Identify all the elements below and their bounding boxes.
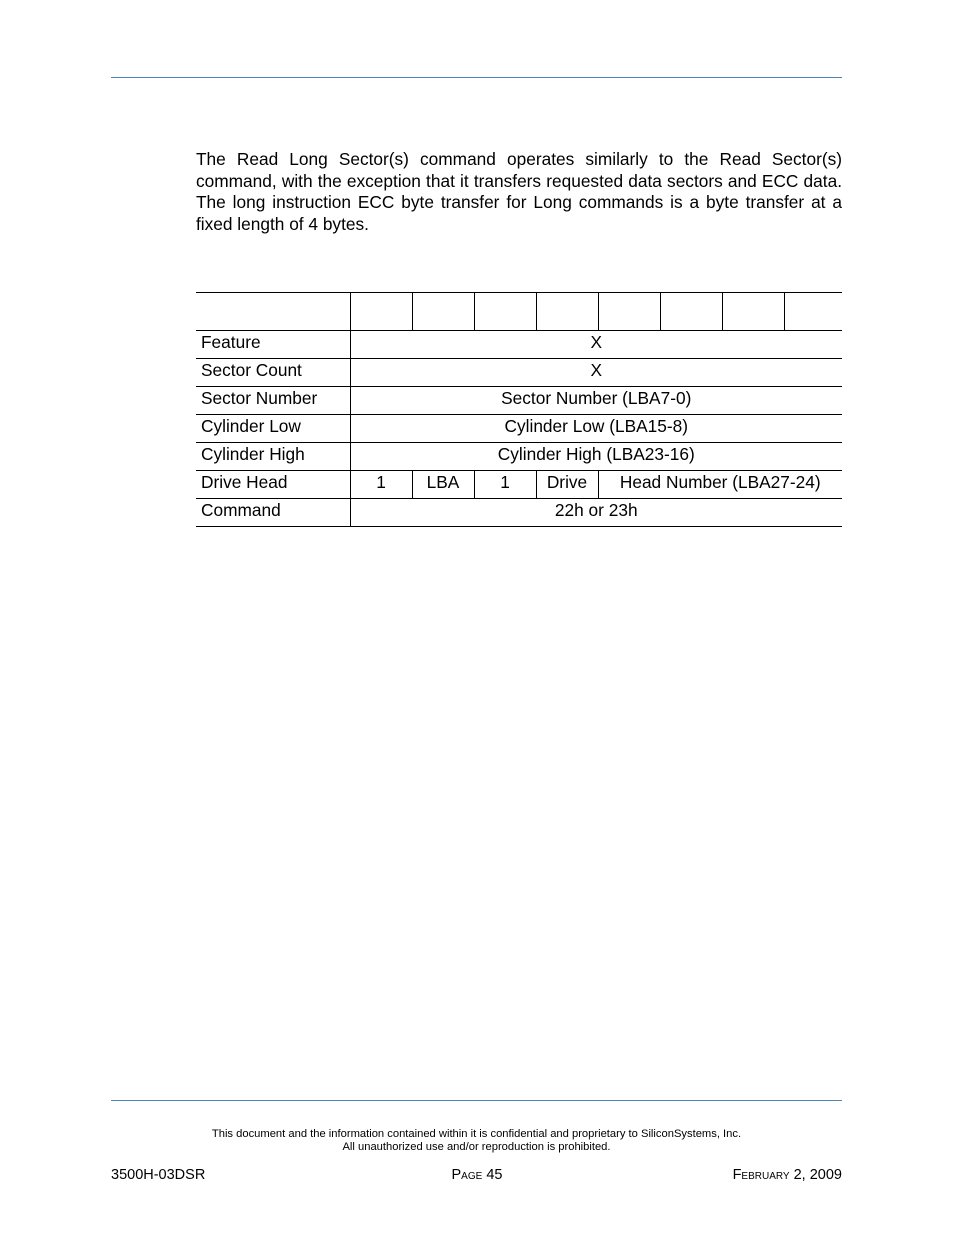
table-row <box>196 443 842 471</box>
header-cell <box>196 293 350 331</box>
footer-rule <box>111 1100 842 1101</box>
row-label: Command <box>196 499 350 527</box>
row-label: Cylinder Low <box>196 415 350 443</box>
header-cell <box>722 293 784 331</box>
description-paragraph: The Read Long Sector(s) command operates similarly to the Read Sector(s) command, with the exception that it transfers requested data sectors and ECC data. The long instruction ECC byte transfer for Long commands is a byte transfer at a fixed length of 4 bytes. <box>196 149 842 234</box>
table-header-row <box>196 293 842 331</box>
reproduction-notice: All unauthorized use and/or reproduction is prohibited. <box>342 1141 611 1153</box>
header-cell <box>660 293 722 331</box>
bit6-cell: LBA <box>412 471 474 499</box>
register-table <box>196 292 842 527</box>
head-number-cell: Head Number (LBA27-24) <box>598 471 842 499</box>
header-cell <box>784 293 842 331</box>
table-row <box>196 471 842 499</box>
document-number: 3500H-03DSR <box>111 1167 206 1183</box>
bit7-cell: 1 <box>350 471 412 499</box>
header-cell <box>350 293 412 331</box>
table-row <box>196 359 842 387</box>
row-value: Cylinder High (LBA23-16) <box>350 443 842 471</box>
table-row <box>196 387 842 415</box>
confidentiality-notice: This document and the information contained within it is confidential and proprietary to SiliconSystems, Inc. <box>211 1128 742 1140</box>
row-label: Sector Number <box>196 387 350 415</box>
header-cell <box>598 293 660 331</box>
row-label: Drive Head <box>196 471 350 499</box>
page-number: Page 45 <box>451 1167 503 1183</box>
header-cell <box>536 293 598 331</box>
document-date: February 2, 2009 <box>732 1167 842 1183</box>
row-label: Feature <box>196 331 350 359</box>
row-value: X <box>350 331 842 359</box>
row-label: Sector Count <box>196 359 350 387</box>
header-rule <box>111 77 842 78</box>
bit5-cell: 1 <box>474 471 536 499</box>
row-value: Cylinder Low (LBA15-8) <box>350 415 842 443</box>
header-cell <box>412 293 474 331</box>
header-cell <box>474 293 536 331</box>
row-value: 22h or 23h <box>350 499 842 527</box>
row-value: X <box>350 359 842 387</box>
table-row <box>196 331 842 359</box>
row-label: Cylinder High <box>196 443 350 471</box>
bit4-cell: Drive <box>536 471 598 499</box>
table-row <box>196 499 842 527</box>
table-row <box>196 415 842 443</box>
row-value: Sector Number (LBA7-0) <box>350 387 842 415</box>
